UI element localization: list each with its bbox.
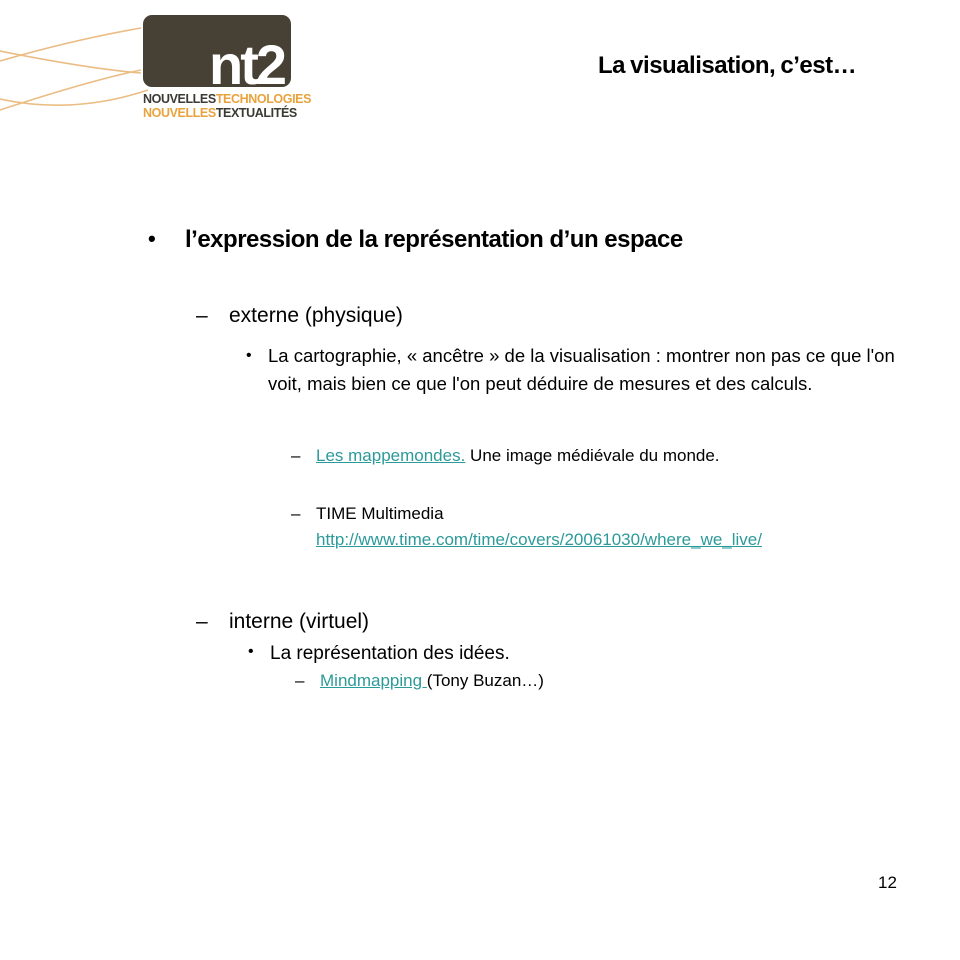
time-url-link[interactable]: http://www.time.com/time/covers/20061030/where_we_live/ [316, 530, 762, 549]
bullet-marker: • [248, 643, 254, 660]
logo-caption [143, 92, 311, 120]
nt2-logo [0, 0, 310, 135]
time-multimedia-text [316, 501, 762, 553]
main-bullet-text: l’expression de la représentation d’un espace [185, 226, 683, 253]
idees-text: La représentation des idées. [270, 643, 510, 664]
mappemondes-rest: Une image médiévale du monde. [465, 446, 720, 465]
dash-marker: – [196, 304, 208, 327]
interne-heading-item [196, 610, 369, 634]
bullet-marker: • [148, 226, 156, 251]
mappemondes-text [316, 446, 720, 466]
mappemondes-item [291, 446, 720, 466]
cartographie-item [246, 342, 918, 398]
logo-box [143, 15, 291, 96]
mindmapping-link[interactable]: Mindmapping [320, 671, 427, 690]
dash-marker: – [291, 504, 301, 523]
logo-caption-line1: NOUVELLESTECHNOLOGIES [143, 92, 312, 106]
slide-title: La visualisation, c’est… [598, 52, 857, 79]
time-multimedia-item [291, 501, 762, 553]
mindmapping-text [320, 671, 544, 691]
dash-marker: – [196, 610, 208, 633]
dash-marker: – [291, 446, 301, 465]
mappemondes-link[interactable]: Les mappemondes. [316, 446, 466, 465]
mindmapping-item [295, 671, 544, 691]
cartographie-text: La cartographie, « ancêtre » de la visualisation : montrer non pas ce que l'on voit, mais bien ce que l'on peut déduire de mesures et des calculs. [268, 345, 895, 394]
mindmapping-rest: (Tony Buzan…) [426, 671, 544, 690]
dash-marker: – [295, 671, 305, 690]
page-number: 12 [878, 873, 897, 892]
logo-wordmark: nt2 [209, 33, 284, 96]
externe-heading-item [196, 304, 403, 328]
time-multimedia-label: TIME Multimedia [316, 504, 444, 523]
externe-heading-text: externe (physique) [229, 304, 403, 327]
interne-heading-text: interne (virtuel) [229, 610, 370, 633]
idees-item [248, 643, 510, 665]
logo-caption-line2: NOUVELLESTEXTUALITÉS [143, 106, 297, 120]
main-bullet-item [148, 226, 683, 254]
bullet-marker: • [246, 347, 252, 364]
